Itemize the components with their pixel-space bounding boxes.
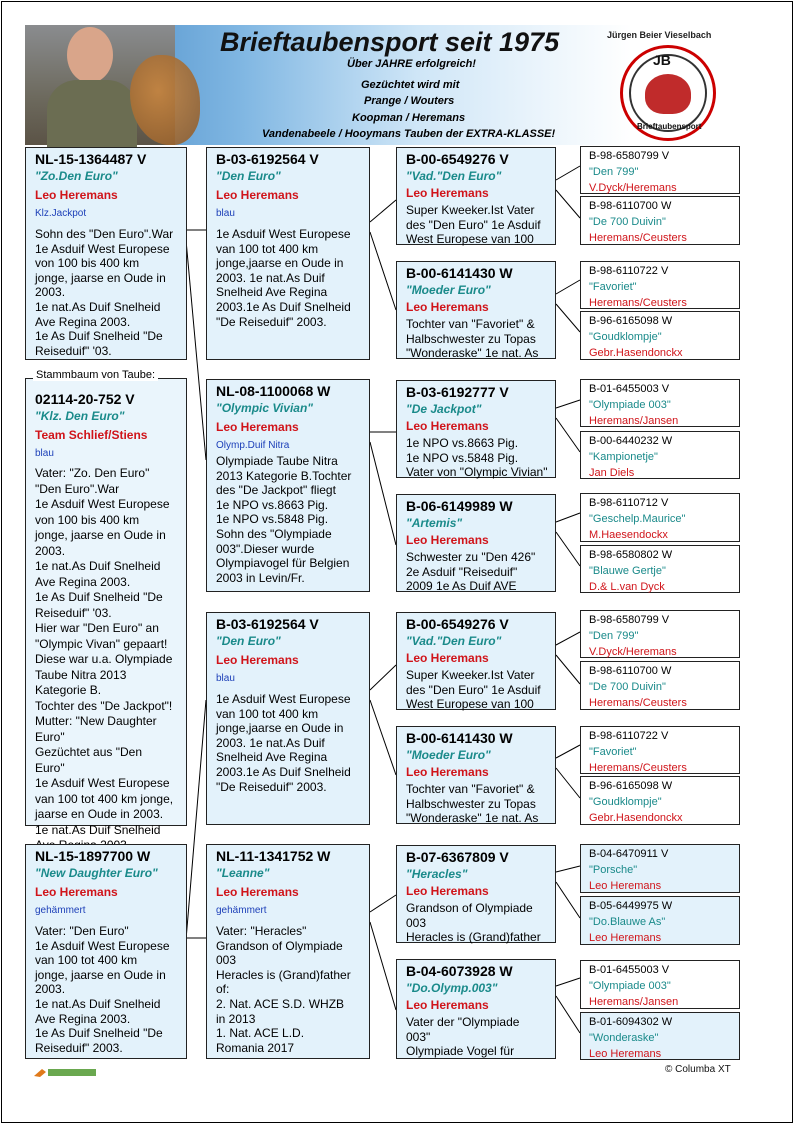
ring-number: NL-15-1364487 V <box>35 151 147 167</box>
owner-name: Gebr.Hasendonckx <box>589 812 683 824</box>
ring-number: B-00-6549276 V <box>406 616 509 632</box>
subject-pigeon-card[interactable] <box>25 378 187 837</box>
pigeon-color: gehämmert <box>35 905 86 916</box>
owner-name: V.Dyck/Heremans <box>589 182 677 194</box>
owner-name: Leo Heremans <box>216 885 299 899</box>
ring-number: B-06-6149989 W <box>406 498 513 514</box>
ancestor-card-12[interactable] <box>580 776 740 825</box>
pigeon-color: blau <box>216 208 235 219</box>
ring-number: B-01-6094302 W <box>589 1016 673 1028</box>
owner-name: Leo Heremans <box>35 188 118 202</box>
ring-number: B-00-6549276 V <box>406 151 509 167</box>
pigeon-info: Grandson of Olympiade 003 Heracles is (Grand)father <box>406 901 541 945</box>
ancestor-card-15[interactable] <box>580 960 740 1009</box>
grandparent-card-4[interactable] <box>206 844 370 1059</box>
ring-number: B-00-6141430 W <box>406 265 513 281</box>
subject-info: Vater: "Zo. Den Euro" "Den Euro".War 1e Asduif West Europese von 100 bis 400 km jonge, jaarse en Oude in 2003. 1e nat.As Duif Snelheid Ave Regina 2003. 1e As Duif Snelheid "De Reiseduif" '03. Hier war "Den Euro" an "Olympic Vivan" gepaart! Diese war u.a. Olympiade Taube Nitra 2013 Kategorie B. Tochter des "De Jackpot"! Mutter: "New Daughter Euro" Gezüchtet aus "Den Euro" 1e Asduif West Europese van 100 tot 400 km jonge, jaarse en Oude in 2003. 1e nat.As Duif Snelheid <box>35 466 174 837</box>
banner-line-5: Vandenabeele / Hooymans Tauben der EXTRA-KLASSE! <box>262 128 556 140</box>
owner-name: Jan Diels <box>589 467 635 479</box>
ring-number: B-98-6110700 W <box>589 665 672 677</box>
ancestor-card-13[interactable] <box>580 844 740 893</box>
pigeon-info: 1e NPO vs.8663 Pig. 1e NPO vs.5848 Pig. Vater von "Olympic Vivian" <box>406 436 548 480</box>
pigeon-info: Sohn des "Den Euro".War 1e Asduif West Europese von 100 bis 400 km jonge, jaarse en Oude in 2003. 1e nat.As Duif Snelheid Ave Regina 2003. 1e As Duif Snelheid "De Reiseduif" '03. <box>35 227 174 358</box>
pigeon-info: Super Kweeker.Ist Vater des "Den Euro" 1e Asduif West Europese van 100 <box>406 203 541 247</box>
pigeon-name: "Blauwe Gertje" <box>589 565 666 577</box>
owner-name: Leo Heremans <box>216 188 299 202</box>
ring-number: NL-15-1897700 W <box>35 848 151 864</box>
owner-name: Heremans/Ceusters <box>589 297 687 309</box>
ring-number: B-00-6141430 W <box>406 730 513 746</box>
great-grandparent-card-3[interactable] <box>396 380 556 478</box>
ancestor-card-9[interactable] <box>580 610 740 658</box>
ring-number: B-98-6580799 V <box>589 614 670 626</box>
pigeon-name: "Moeder Euro" <box>406 748 491 762</box>
pigeon-name: "Olympic Vivian" <box>216 401 313 415</box>
grandparent-card-2[interactable] <box>206 379 370 592</box>
pigeon-info: Vater: "Heracles" Grandson of Olympiade 003 Heracles is (Grand)father of: 2. Nat. ACE S.D. WHZB in 2013 1. Nat. ACE L.D. Romania 2017 <box>216 924 351 1055</box>
ancestor-card-3[interactable] <box>580 261 740 309</box>
copyright: © Columba XT <box>665 1064 731 1075</box>
ring-number: B-00-6440232 W <box>589 435 673 447</box>
banner-title: Brieftaubensport seit 1975 <box>220 27 560 57</box>
pigeon-name: "Den Euro" <box>216 169 281 183</box>
ring-number: B-03-6192777 V <box>406 384 509 400</box>
owner-name: Leo Heremans <box>406 300 489 314</box>
subject-ring-number: 02114-20-752 V <box>35 391 135 407</box>
ancestor-card-10[interactable] <box>580 661 740 710</box>
ancestor-card-7[interactable] <box>580 493 740 542</box>
logo-monogram: JB <box>653 52 671 68</box>
ancestor-card-11[interactable] <box>580 726 740 774</box>
pigeon-name: "Do.Olymp.003" <box>406 981 498 995</box>
owner-name: Leo Heremans <box>216 420 299 434</box>
great-grandparent-card-2[interactable] <box>396 261 556 359</box>
owner-name: Leo Heremans <box>406 765 489 779</box>
great-grandparent-card-8[interactable] <box>396 959 556 1059</box>
ring-number: B-04-6073928 W <box>406 963 513 979</box>
ancestor-card-16[interactable] <box>580 1012 740 1060</box>
ring-number: B-07-6367809 V <box>406 849 509 865</box>
pigeon-name: "De 700 Duivin" <box>589 216 666 228</box>
subject-owner: Team Schlief/Stiens <box>35 428 148 442</box>
owner-name: M.Haesendockx <box>589 529 668 541</box>
banner-line-2: Gezüchtet wird mit <box>361 79 460 91</box>
pigeon-name: "Favoriet" <box>589 746 637 758</box>
pigeon-info: 1e Asduif West Europese van 100 tot 400 km jonge,jaarse en Oude in 2003. 1e nat.As Duif Snelheid Ave Regina 2003.1e As Duif Snelheid "De Reiseduif" 2003. <box>216 692 351 794</box>
pigeon-name: "Olympiade 003" <box>589 399 671 411</box>
owner-name: D.& L.van Dyck <box>589 581 665 593</box>
ring-number: B-98-6580802 W <box>589 549 673 561</box>
owner-name: Leo Heremans <box>406 533 489 547</box>
pigeon-info: 1e Asduif West Europese van 100 tot 400 km jonge,jaarse en Oude in 2003. 1e nat.As Duif Snelheid Ave Regina 2003.1e As Duif Snelheid "De Reiseduif" 2003. <box>216 227 351 329</box>
banner-line-4: Koopman / Heremans <box>352 112 466 124</box>
parent-mother-card[interactable] <box>25 844 187 1059</box>
owner-name: Leo Heremans <box>589 1048 662 1060</box>
pigeon-name: "Den 799" <box>589 630 639 642</box>
pigeon-name: "Den 799" <box>589 166 639 178</box>
pigeon-name: "Do.Blauwe As" <box>589 916 666 928</box>
owner-name: Heremans/Ceusters <box>589 762 687 774</box>
great-grandparent-card-4[interactable] <box>396 494 556 592</box>
ring-number: B-98-6110712 V <box>589 497 669 509</box>
pedigree-label: Stammbaum von Taube: <box>33 369 158 381</box>
subject-color: blau <box>35 448 54 459</box>
pigeon-info: Vater der "Olympiade 003" Olympiade Vogel für <box>406 1015 520 1059</box>
owner-name: Heremans/Ceusters <box>589 697 687 709</box>
ring-number: B-98-6110700 W <box>589 200 672 212</box>
footer-logo-icon <box>32 1066 98 1078</box>
ring-number: B-98-6110722 V <box>589 730 669 742</box>
pigeon-color: gehämmert <box>216 905 267 916</box>
banner-line-1: Über JAHRE erfolgreich! <box>347 58 476 70</box>
banner-line-3: Prange / Wouters <box>364 95 455 107</box>
pigeon-name: "De 700 Duivin" <box>589 681 666 693</box>
pigeon-name: "Kampionetje" <box>589 451 658 463</box>
owner-name: Gebr.Hasendonckx <box>589 347 683 359</box>
great-grandparent-card-7[interactable] <box>396 845 556 943</box>
owner-name: Leo Heremans <box>406 419 489 433</box>
owner-name: V.Dyck/Heremans <box>589 646 677 658</box>
ancestor-card-2[interactable] <box>580 196 740 245</box>
ring-number: B-01-6455003 V <box>589 964 670 976</box>
pigeon-name: "New Daughter Euro" <box>35 866 158 880</box>
ancestor-card-8[interactable] <box>580 545 740 593</box>
pigeon-name: "Porsche" <box>589 864 638 876</box>
great-grandparent-card-1[interactable] <box>396 147 556 245</box>
pigeon-name: "Goudklompje" <box>589 796 662 808</box>
pigeon-color: blau <box>216 673 235 684</box>
pigeon-name: "Moeder Euro" <box>406 283 491 297</box>
pigeon-name: "Geschelp.Maurice" <box>589 513 686 525</box>
pigeon-name: "Favoriet" <box>589 281 637 293</box>
owner-name: Leo Heremans <box>406 998 489 1012</box>
ring-number: B-03-6192564 V <box>216 616 319 632</box>
owner-name: Leo Heremans <box>406 884 489 898</box>
pigeon-name: "Vad."Den Euro" <box>406 634 502 648</box>
grandparent-card-1[interactable] <box>206 147 370 360</box>
ring-number: B-04-6470911 V <box>589 848 669 860</box>
parent-father-card[interactable] <box>25 147 187 360</box>
ancestor-card-14[interactable] <box>580 896 740 945</box>
pigeon-name: "Leanne" <box>216 866 270 880</box>
breeder-name: Jürgen Beier Vieselbach <box>607 30 712 40</box>
owner-name: Leo Heremans <box>35 885 118 899</box>
owner-name: Heremans/Ceusters <box>589 232 687 244</box>
pigeon-info: Schwester zu "Den 426" 2e Asduif "Reiseduif" 2009 1e As Duif AVE <box>406 550 536 594</box>
pigeon-info: Vater: "Den Euro" 1e Asduif West Europese van 100 tot 400 km jonge, jaarse en Oude in 2003. 1e nat.As Duif Snelheid Ave Regina 2003. 1e As Duif Snelheid "De Reiseduif" 2003. <box>35 924 170 1055</box>
pigeon-info: Tochter van "Favoriet" & Halbschwester zu Topas "Wonderaske" 1e nat. As <box>406 782 539 826</box>
pigeon-name: "Goudklompje" <box>589 331 662 343</box>
owner-name: Leo Heremans <box>589 880 662 892</box>
pigeon-info: Super Kweeker.Ist Vater des "Den Euro" 1e Asduif West Europese van 100 <box>406 668 541 712</box>
pigeon-name: "Zo.Den Euro" <box>35 169 118 183</box>
owner-name: Leo Heremans <box>406 186 489 200</box>
great-grandparent-card-6[interactable] <box>396 726 556 824</box>
ring-number: B-01-6455003 V <box>589 383 670 395</box>
ring-number: B-98-6580799 V <box>589 150 670 162</box>
ring-number: B-05-6449975 W <box>589 900 673 912</box>
great-grandparent-card-5[interactable] <box>396 612 556 710</box>
owner-name: Leo Heremans <box>406 651 489 665</box>
owner-name: Heremans/Jansen <box>589 996 679 1008</box>
pigeon-name: "Vad."Den Euro" <box>406 169 502 183</box>
pigeon-color: Klz.Jackpot <box>35 208 87 219</box>
ring-number: B-03-6192564 V <box>216 151 319 167</box>
ring-number: NL-11-1341752 W <box>216 848 331 864</box>
owner-name: Leo Heremans <box>216 653 299 667</box>
ring-number: B-96-6165098 W <box>589 780 673 792</box>
pigeon-name: "Wonderaske" <box>589 1032 659 1044</box>
ancestor-card-6[interactable] <box>580 431 740 479</box>
pigeon-name: "Heracles" <box>406 867 468 881</box>
subject-name: "Klz. Den Euro" <box>35 409 125 423</box>
grandparent-card-3[interactable] <box>206 612 370 825</box>
ancestor-card-4[interactable] <box>580 311 740 360</box>
pigeon-name: "Artemis" <box>406 516 463 530</box>
pigeon-name: "Den Euro" <box>216 634 281 648</box>
pigeon-name: "Olympiade 003" <box>589 980 671 992</box>
ring-number: B-96-6165098 W <box>589 315 673 327</box>
owner-name: Leo Heremans <box>589 932 662 944</box>
logo-text: Brieftaubensport <box>637 122 702 131</box>
ancestor-card-1[interactable] <box>580 146 740 194</box>
pigeon-info: Tochter van "Favoriet" & Halbschwester zu Topas "Wonderaske" 1e nat. As <box>406 317 539 361</box>
pigeon-color: Olymp.Duif Nitra <box>216 440 290 451</box>
pigeon-name: "De Jackpot" <box>406 402 482 416</box>
owner-name: Heremans/Jansen <box>589 415 679 427</box>
ring-number: NL-08-1100068 W <box>216 383 331 399</box>
ancestor-card-5[interactable] <box>580 379 740 427</box>
pigeon-info: Olympiade Taube Nitra 2013 Kategorie B.Tochter des "De Jackpot" fliegt 1e NPO vs.8663 Pig. 1e NPO vs.5848 Pig. Sohn des "Olympiade 003".Dieser wurde Olympiavogel für Belgien 2003 in Levin/Fr. <box>216 454 352 585</box>
ring-number: B-98-6110722 V <box>589 265 669 277</box>
